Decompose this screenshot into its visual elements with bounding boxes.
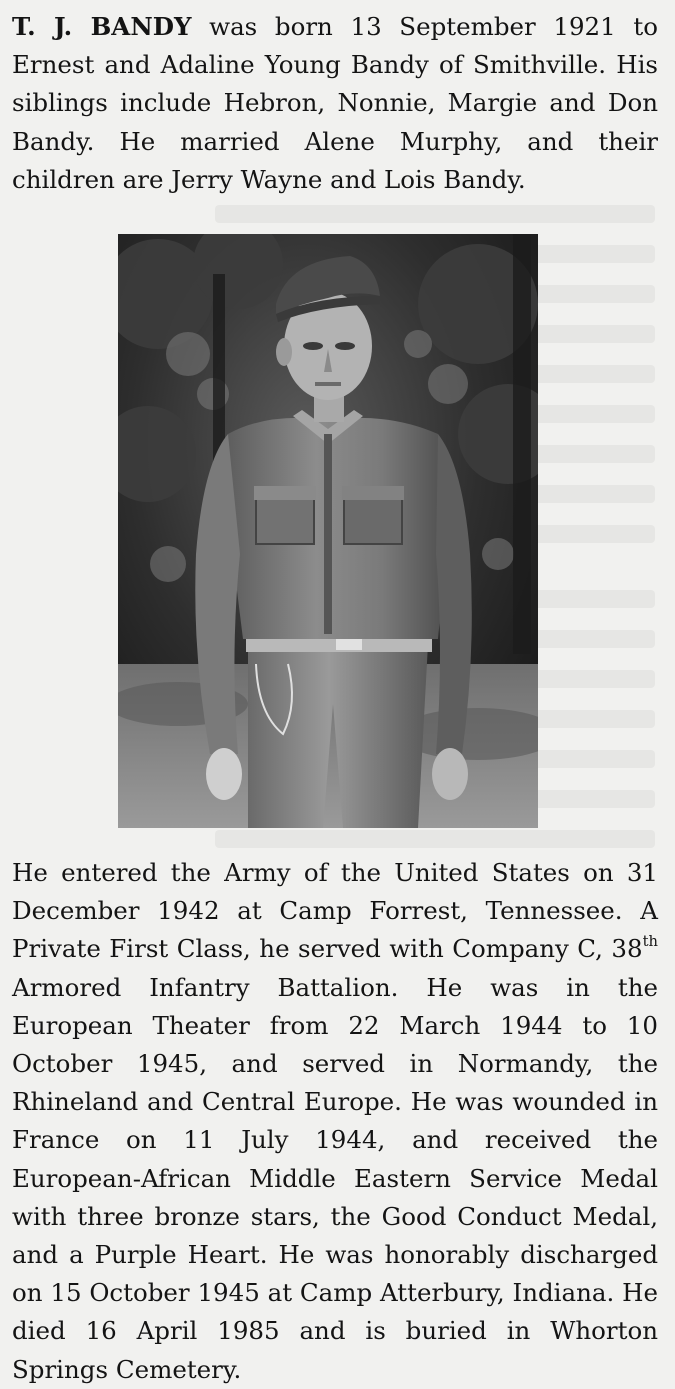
- intro-paragraph: [12, 8, 658, 199]
- service-paragraph: [12, 854, 658, 1389]
- ordinal-suffix: th: [642, 933, 658, 951]
- service-text-part2: Armored Infantry Battalion. He was in the European Theater from 22 March 1944 to 10 October 1945, and served in Normandy, the Rhineland and Central Europe. He was wounded in France on 11 July 1944, and received the European-African Middle Eastern Service Medal with three bronze stars, the Good Conduct Medal, and a Purple Heart. He was honorably discharged on 15 October 1945 at Camp Atterbury, Indiana. He died 16 April 1985 and is buried in Whorton Springs Cemetery.: [12, 972, 658, 1384]
- subject-name: T. J. BANDY: [12, 12, 192, 41]
- soldier-portrait-photo: [118, 234, 538, 828]
- service-text-part1: He entered the Army of the United States on 31 December 1942 at Camp Forrest, Tennessee. A Private First Class, he served with Company C, 38: [12, 858, 658, 964]
- intro-text: was born 13 September 1921 to Ernest and Adaline Young Bandy of Smithville. His siblings include Hebron, Nonnie, Margie and Don Bandy. He married Alene Murphy, and their children are Jerry Wayne and Lois Bandy.: [12, 12, 658, 194]
